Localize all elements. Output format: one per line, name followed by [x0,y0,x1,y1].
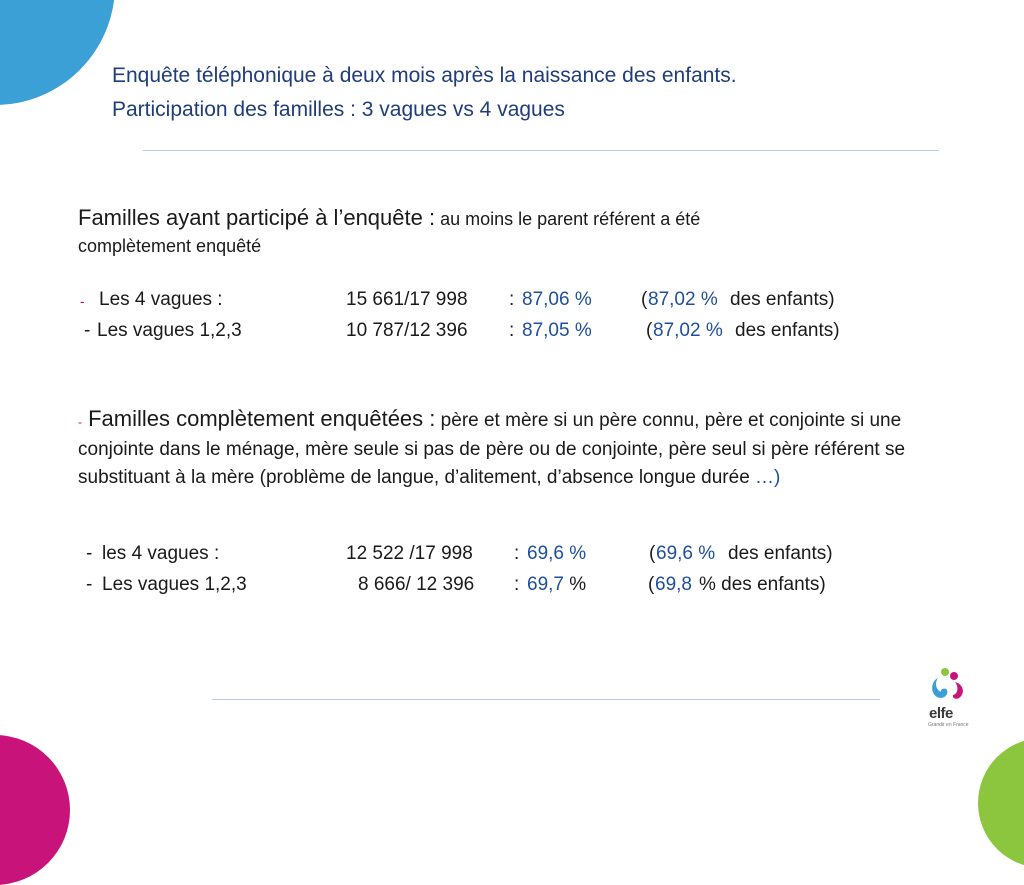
divider-bottom [212,699,880,700]
row-percent-tail: % [563,574,587,595]
section2-dash: - [78,415,82,429]
row-children-suffix: des enfants) [728,543,833,564]
row-colon: : [514,543,520,564]
row-children-suffix: % des enfants) [699,574,826,595]
row-paren-open: ( [646,320,653,341]
row-children-suffix: des enfants) [735,320,840,341]
row-percent: 87,05 % [522,320,592,341]
divider-top [143,150,939,151]
decor-circle-magenta [0,735,70,885]
row-dash: - [80,293,85,309]
slide-title-line-1: Enquête téléphonique à deux mois après la naissance des enfants. [112,64,737,87]
row-count: 8 666/ 12 396 [358,574,475,595]
row-dash: - [86,574,93,595]
row-label: Les vagues 1,2,3 [97,320,242,341]
row-count: 12 522 /17 998 [346,543,473,564]
decor-circle-green [978,738,1024,868]
row-children-suffix: des enfants) [730,289,835,310]
section1-note: au moins le parent référent a été [435,209,701,229]
row-dash: - [86,543,93,564]
row-children-percent: 69,8 [655,574,692,595]
row-children-percent: 69,6 % [656,543,716,564]
section2-heading: Familles complètement enquêtées : [82,406,436,431]
section1-note-continued: complètement enquêté [78,236,262,256]
row-count: 10 787/12 396 [346,320,468,341]
logo-text: elfe [929,705,953,722]
row-paren-open: ( [641,289,648,310]
row-children-percent: 87,02 % [653,320,723,341]
row-label: Les vagues 1,2,3 [102,574,247,595]
logo-subtitle: Grandir en France [928,722,969,728]
row-dash: - [84,320,91,341]
row-percent: 69,6 % [527,543,587,564]
section1-heading [78,205,700,231]
row-children-percent: 87,02 % [648,289,718,310]
row-percent: 87,06 % [522,289,592,310]
row-label: les 4 vagues : [102,543,220,564]
row-colon: : [509,289,515,310]
section1-heading-text: Familles ayant participé à l’enquête : [78,205,436,230]
row-colon: : [509,320,515,341]
section2-text: père et mère si un père connu, père et conjointe si une conjointe dans le ménage, mère seule si pas de père ou de conjointe, père seul si père référent se substituant à la mère (problème de langue, d’alitement, d’absence longue durée [78,410,906,488]
row-paren-open: ( [649,543,656,564]
decor-circle-blue [0,0,115,105]
row-colon: : [514,574,520,595]
row-count: 15 661/17 998 [346,289,468,310]
section2-ellipsis: …) [755,467,781,488]
row-percent: 69,7 [527,574,564,595]
row-label: Les 4 vagues : [99,289,223,310]
section2-paragraph [78,405,978,492]
slide-title-line-2: Participation des familles : 3 vagues vs 4 vagues [112,98,565,121]
row-percent-wrap [527,574,586,596]
row-paren-open: ( [648,574,655,595]
row-percent-wrap [527,543,586,565]
